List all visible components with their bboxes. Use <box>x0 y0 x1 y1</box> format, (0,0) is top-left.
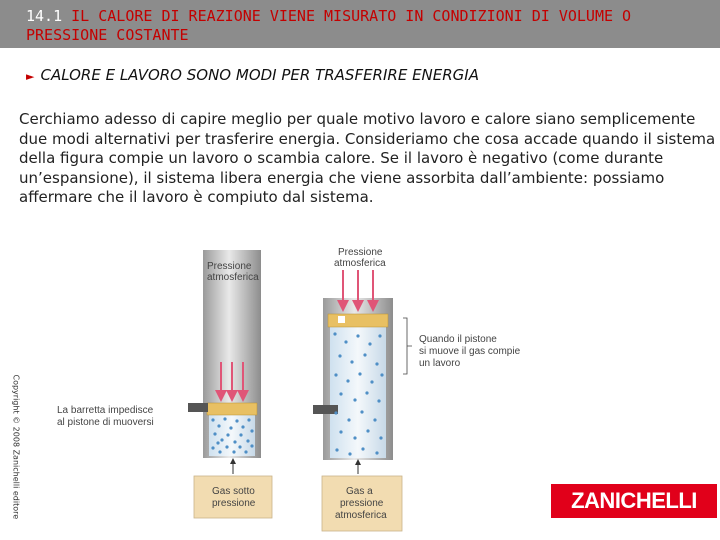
copyright-notice: Copyright © 2008 Zanichelli editore <box>11 374 21 520</box>
left-bar-label-2: al pistone di muoversi <box>57 417 154 428</box>
right-cylinder <box>313 247 521 531</box>
right-bar <box>313 405 338 414</box>
right-note-1: Quando il pistone <box>419 334 497 345</box>
right-gas-label-1: Gas a <box>346 486 373 497</box>
right-piston-marker <box>338 316 345 323</box>
zanichelli-logo: ZANICHELLI <box>551 484 717 518</box>
right-pressure-label-1: Pressione <box>338 247 383 258</box>
right-gas-label-3: atmosferica <box>335 510 387 521</box>
subtitle-text: CALORE E LAVORO SONO MODI PER TRASFERIRE ENERGIA <box>40 66 479 84</box>
left-blocking-bar <box>188 403 208 412</box>
right-pressure-label-2: atmosferica <box>334 258 386 269</box>
left-bar-label-1: La barretta impedisce <box>57 405 154 416</box>
left-piston <box>207 403 257 415</box>
left-gas-label-1: Gas sotto <box>212 486 255 497</box>
triangle-bullet-icon: ► <box>26 70 35 83</box>
section-number: 14.1 <box>26 7 63 25</box>
right-piston <box>328 314 388 327</box>
body-paragraph: Cerchiamo adesso di capire meglio per quale motivo lavoro e calore siano semplicemente due modi alternativi per trasferire energia. Consideriamo che cosa accade quando il sistema della figura compie un lavoro o scambia calore. Se il lavoro è negativo (come durante un’espansione), il sistema libera energia che viene assorbita dall’ambiente: possiamo affermare che il lavoro è compiuto dal sistema. <box>19 110 716 206</box>
right-gas-label-2: pressione <box>340 498 384 509</box>
section-title: IL CALORE DI REAZIONE VIENE MISURATO IN CONDIZIONI DI VOLUME O PRESSIONE COSTANTE <box>26 7 632 44</box>
left-pressure-label-2: atmosferica <box>207 272 259 283</box>
right-note-2: si muove il gas compie <box>419 346 521 357</box>
left-cylinder <box>57 250 272 518</box>
right-gas-region <box>330 326 386 458</box>
right-note-3: un lavoro <box>419 358 461 369</box>
left-gas-label-2: pressione <box>212 498 256 509</box>
left-gas-box <box>194 476 272 518</box>
left-pressure-label-1: Pressione <box>207 261 252 272</box>
right-bracket <box>403 318 412 374</box>
